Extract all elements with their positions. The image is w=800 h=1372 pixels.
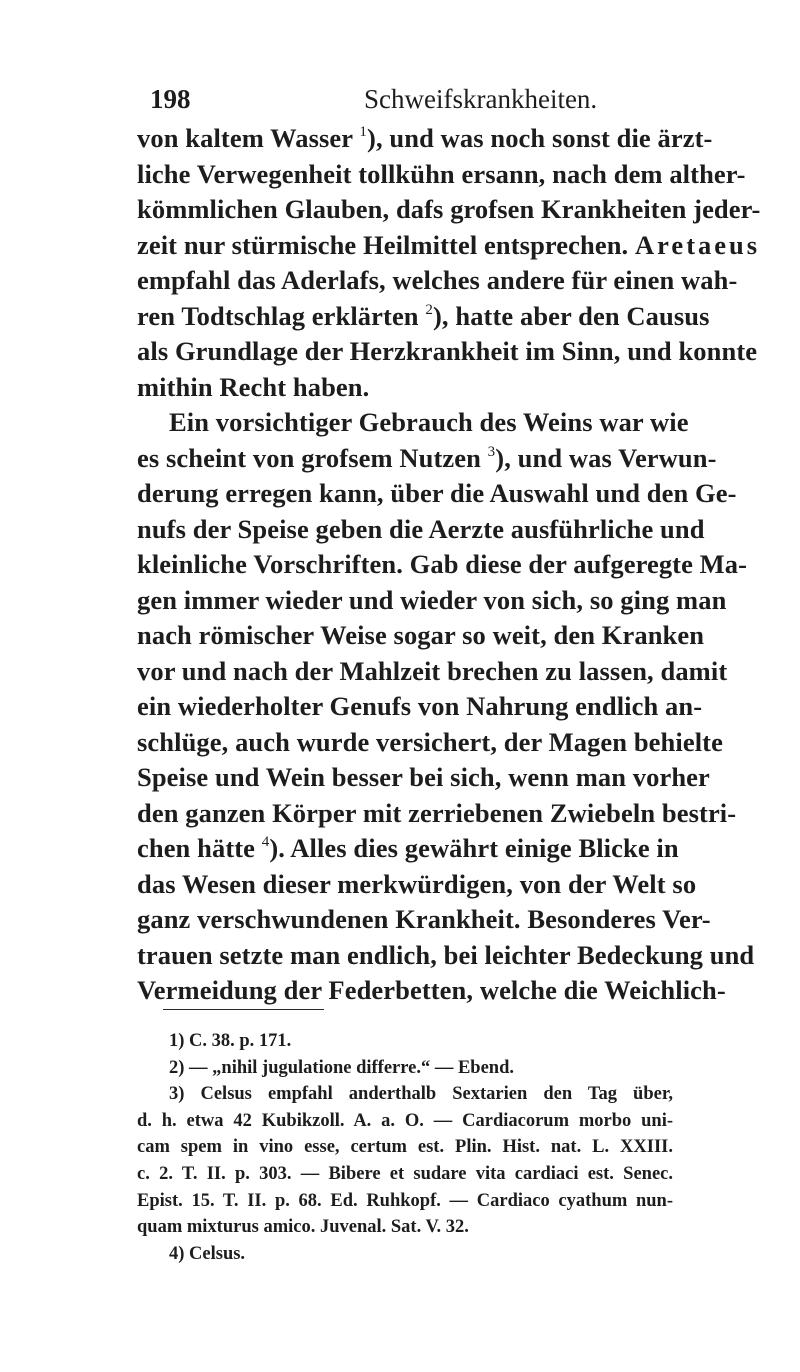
text-run: ), und was noch sonst die ärzt- [367,123,713,153]
text-run: ), hatte aber den Causus [432,300,710,331]
text-run: zeit nur stürmische Heilmittel entsprechen. [137,229,636,260]
text-run: chen hätte [137,833,262,863]
text-run: ren Todtschlag erklärten [137,300,426,331]
text-line: liche Verwegenheit tollkühn ersann, nach dem alther- [137,158,746,189]
text-run: ). Alles dies gewährt einige Blicke in [269,833,679,863]
text-run: von kaltem Wasser [137,123,360,153]
text-run: es scheint von grofsem Nutzen [137,442,488,473]
body-text [137,121,761,1009]
footnote-3-line: Epist. 15. T. II. p. 68. Ed. Ruhkopf. — Cardiaco cyathum nun- [137,1190,673,1211]
text-line [137,121,713,157]
text-line: Ein vorsichtiger Gebrauch des Weins war wie [169,407,689,437]
text-line: ein wiederholter Genufs von Nahrung endlich an- [137,691,703,721]
footnote-2: 2) — „nihil jugulatione differre.“ — Ebend. [169,1057,515,1078]
text-line: vor und nach der Mahlzeit brechen zu lassen, damit [137,655,728,686]
footnote-3-line: quam mixturus amico. Juvenal. Sat. V. 32. [137,1217,469,1238]
text-line: empfahl das Aderlafs, welches andere für einen wah- [137,265,738,295]
text-line: schlüge, auch wurde versichert, der Magen behielte [137,726,723,757]
text-run: ), und was Verwun- [495,442,717,473]
text-line: das Wesen dieser merkwürdigen, von der Welt so [137,868,697,899]
text-line: nufs der Speise geben die Aerzte ausführliche und [137,513,705,544]
text-line: gen immer wieder und wieder von sich, so ging man [137,584,727,615]
footnote-marker: 4 [261,834,270,850]
footnote-3-line: cam spem in vino esse, certum est. Plin. Hist. nat. L. XXIII. [137,1137,673,1158]
text-line: den ganzen Körper mit zerriebenen Zwiebeln bestri- [137,797,737,828]
text-line: kömmlichen Glauben, dafs grofsen Krankheiten jeder- [137,194,761,224]
footnote-4: 4) Celsus. [169,1243,246,1264]
footnotes [137,1028,673,1267]
text-line: trauen setzte man endlich, bei leichter Bedeckung und [137,939,755,970]
text-line: derung erregen kann, über die Auswahl und den Ge- [137,478,737,508]
running-head [150,82,670,116]
text-line: Speise und Wein besser bei sich, wenn man vorher [137,762,710,792]
footnote-separator-rule [163,1009,324,1010]
text-line: Vermeidung der Federbetten, welche die Weichlich- [137,975,726,1005]
text-line [137,228,761,264]
footnote-1: 1) C. 38. p. 171. [169,1031,292,1051]
footnote-marker: 1 [359,124,368,140]
footnote-3-line: c. 2. T. II. p. 303. — Bibere et sudare vita cardiaci est. Senec. [137,1163,673,1184]
text-line [137,441,717,477]
text-line [137,299,710,335]
page-number: 198 [150,84,191,114]
running-title: Schweifskrankheiten. [364,84,598,114]
footnote-marker: 2 [425,301,433,318]
footnote-3: 3) Celsus empfahl anderthalb Sextarien den Tag über, [169,1084,673,1105]
footnote-3-line: d. h. etwa 42 Kubikzoll. A. a. O. — Cardiacorum morbo uni- [137,1110,673,1131]
footnote-marker: 3 [487,443,496,460]
text-line: ganz verschwundenen Krankheit. Besonderes Ver- [137,904,711,934]
author-name: Aretaeus [635,229,761,260]
text-line: als Grundlage der Herzkrankheit im Sinn, und konnte [137,336,758,366]
text-line: mithin Recht haben. [137,371,370,402]
text-line: kleinliche Vorschriften. Gab diese der aufgeregte Ma- [137,549,748,579]
text-line [137,831,679,867]
text-line: nach römischer Weise sogar so weit, den Kranken [137,620,705,650]
